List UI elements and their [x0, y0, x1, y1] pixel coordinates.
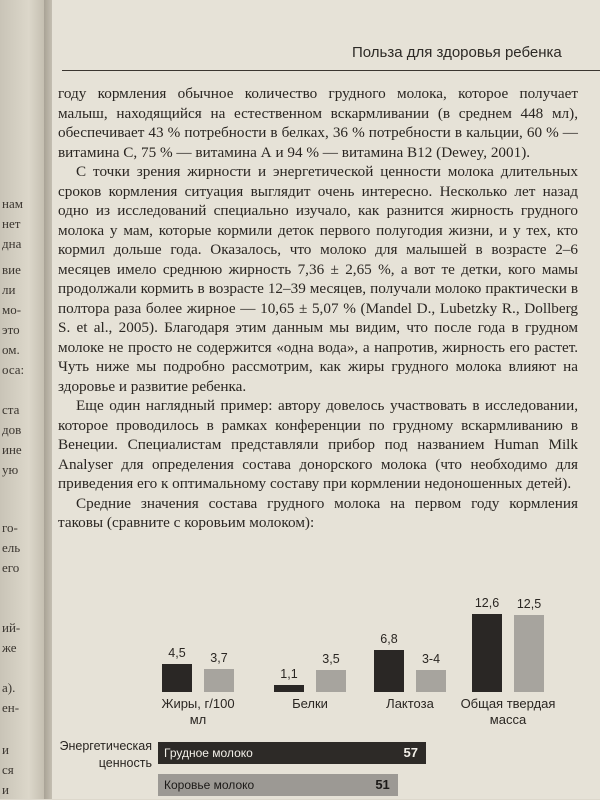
- energy-bar-name: Грудное молоко: [164, 746, 253, 760]
- bar-cow-2: [416, 670, 446, 692]
- body-text: [58, 84, 578, 533]
- left-page-fragment: ом.: [2, 342, 20, 357]
- category-label: Лактоза: [386, 696, 434, 711]
- bar-value-label: 4,5: [168, 646, 186, 661]
- left-page-fragment: ста: [2, 402, 20, 417]
- left-page-fragment: это: [2, 322, 20, 337]
- left-page-fragment: и: [2, 742, 9, 757]
- left-page-fragment: дов: [2, 422, 22, 437]
- paragraph-1: году кормления обычное количество грудного молока, которое получает малыш, находящийся на естественном вскармливании (в среднем 448 мл), обеспечивает 43 % потребности в белках, 36 % потребности в кальции, 60 % — витамина С, 75 % — витамина А и 94 % — витамина В12 (Dewey, 2001).: [58, 85, 578, 161]
- bar-value-label: 3,7: [210, 651, 228, 666]
- running-head: Польза для здоровья ребенка: [352, 44, 562, 61]
- energy-bar-breast: [158, 742, 426, 764]
- left-page-fragment: ине: [2, 442, 22, 457]
- left-page-fragment: оса:: [2, 362, 25, 377]
- energy-bar-value: 51: [375, 777, 390, 792]
- left-page-fragment: его: [2, 560, 20, 575]
- left-page-fragment: ен-: [2, 700, 20, 715]
- left-page-fragment: нам: [2, 196, 23, 211]
- bar-breast-1: [274, 685, 304, 692]
- left-page-fragment: ся: [2, 762, 14, 777]
- category-label: Общая твердая масса: [460, 696, 556, 727]
- category-label: Жиры, г/100 мл: [161, 696, 235, 727]
- left-page-fragment: вие: [2, 262, 21, 277]
- left-page-fragment: а).: [2, 680, 16, 695]
- energy-bar-name: Коровье молоко: [164, 778, 255, 792]
- left-page-fragment: го-: [2, 520, 18, 535]
- book-page: [52, 0, 600, 799]
- bar-breast-0: [162, 664, 192, 692]
- bar-breast-3: [472, 614, 502, 692]
- bar-value-label: 3-4: [421, 652, 441, 667]
- left-page-fragment: дна: [2, 236, 22, 251]
- energy-bar-cow: [158, 774, 398, 796]
- left-page-fragment: ель: [2, 540, 21, 555]
- bar-breast-2: [374, 650, 404, 692]
- energy-label: Энергетическая ценность: [59, 739, 152, 770]
- bar-cow-0: [204, 669, 234, 692]
- paragraph-4: Средние значения состава грудного молока на первом году кормления таковы (сравните с коровьим молоком):: [58, 494, 578, 531]
- bar-value-label: 1,1: [280, 667, 298, 682]
- paragraph-2: С точки зрения жирности и энергетической ценности молока длительных сроков кормления ситуация выглядит очень интересно. Несколько лет назад одно из исследований специально изучало, как разнится жирность грудного молока у мам, которые кормили деток первого полугодия жизни, и у тех, кто кормил дольше года. Оказалось, что молоко для малышей в возрасте 2–6 месяцев имело среднюю жирность 7,36 ± 2,65 %, а вот те детки, кого мамы продолжали кормить в возрасте 12–39 месяцев, получали молоко практически в полтора раза более жирное — 10,65 ± 5,07 % (Mandel D., Lubetzky R., Dollberg S. et al., 2005). Благодаря этим данным мы видим, что после года в грудном молоке не просто не содержится «одна вода», а напротив, жирность его растет. Чуть ниже мы подробно рассмотрим, как жиры грудного молока влияют на здоровье и развитие ребенка.: [58, 163, 578, 395]
- bar-value-label: 12,6: [474, 596, 500, 611]
- left-page-fragment: мо-: [2, 302, 22, 317]
- bar-cow-3: [514, 615, 544, 692]
- bar-value-label: 3,5: [322, 652, 340, 667]
- left-page-edge: [0, 0, 48, 799]
- left-page-fragment: нет: [2, 216, 21, 231]
- left-page-fragment: ли: [2, 282, 16, 297]
- energy-bar-value: 57: [403, 745, 418, 760]
- bar-cow-1: [316, 670, 346, 692]
- bar-value-label: 12,5: [516, 597, 542, 612]
- header-rule: [62, 70, 600, 71]
- left-page-fragment: ую: [2, 462, 19, 477]
- left-page-fragment: и: [2, 782, 9, 797]
- paragraph-3: Еще один наглядный пример: автору довелось участвовать в исследовании, которое проводилось в рамках конференции по грудному вскармливанию в Венеции. Специалистам представляли прибор под названием Human Milk Analyser для определения состава донорского молока (что необходимо для приведения его к оптимальному составу при кормлении недоношенных детей).: [58, 397, 578, 492]
- left-page-fragment: ий-: [2, 620, 21, 635]
- left-page-fragment: же: [2, 640, 17, 655]
- bar-value-label: 6,8: [380, 632, 398, 647]
- category-label: Белки: [292, 696, 328, 711]
